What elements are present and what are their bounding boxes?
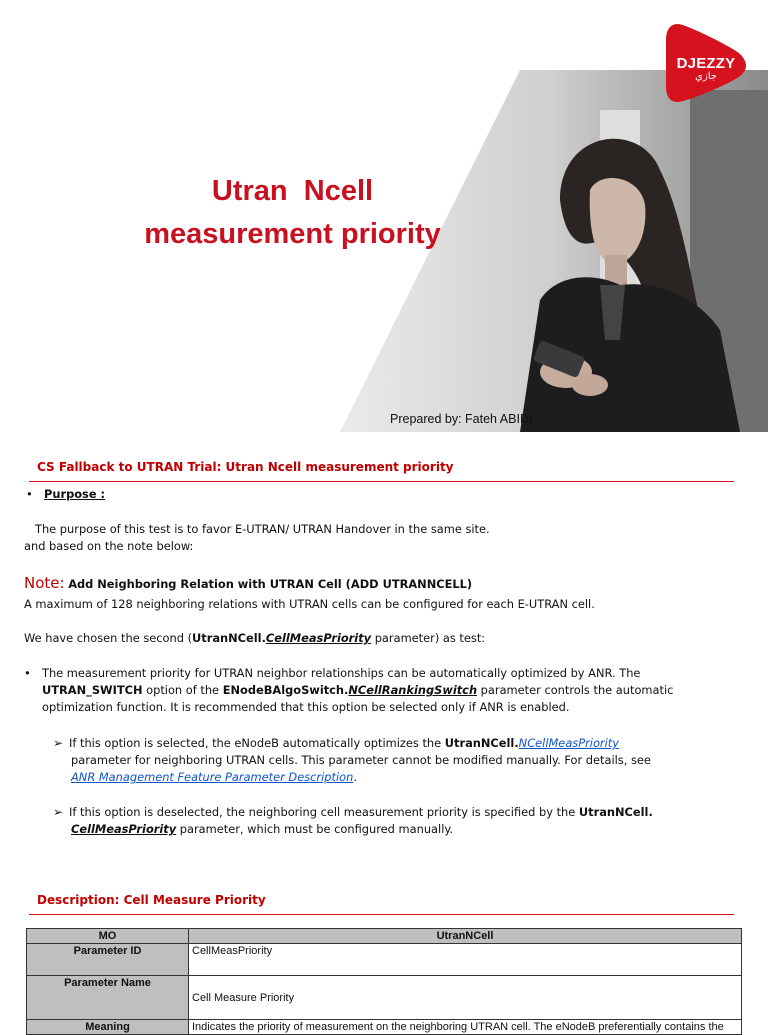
row-value: Cell Measure Priority	[189, 976, 742, 1020]
cover-title-line-1: Utran Ncell	[211, 175, 374, 207]
table-row	[27, 1020, 742, 1035]
logo-subtext: جازي	[695, 71, 717, 82]
note-line	[24, 575, 472, 593]
sub2-pre: If this option is deselected, the neighboring cell measurement priority is specified by the	[69, 805, 579, 819]
cover-title	[60, 170, 525, 256]
arrow-bullet-icon: ➢	[53, 805, 64, 819]
chosen-line	[24, 630, 485, 647]
bullet-icon: •	[24, 666, 31, 680]
arrow-bullet-icon: ➢	[53, 736, 64, 750]
sub1-object: UtranNCell	[444, 736, 515, 750]
table-row	[27, 944, 742, 976]
sub2-line-2	[71, 821, 453, 838]
sub1-dot: .	[514, 736, 519, 750]
section-1-rule	[29, 481, 734, 482]
sub2-dot: .	[648, 805, 653, 819]
note-label: Note:	[24, 574, 65, 592]
section-2-rule	[29, 914, 734, 915]
purpose-label: Purpose :	[44, 487, 106, 501]
purpose-text: The purpose of this test is to favor E-UTRAN/ UTRAN Handover in the same site.	[35, 522, 490, 536]
bullet-anr	[24, 665, 640, 682]
header-utranncell: UtranNCell	[189, 929, 742, 944]
chosen-dot: .	[261, 631, 266, 645]
sub-bullet-selected	[53, 735, 619, 752]
chosen-object: UtranNCell	[192, 631, 262, 645]
sub2-post: parameter, which must be configured manually.	[176, 822, 454, 836]
bullet-l2-post: parameter controls the automatic	[477, 683, 674, 697]
parameter-table	[26, 928, 742, 1035]
section-2-title: Description: Cell Measure Priority	[37, 893, 266, 907]
chosen-param: CellMeasPriority	[265, 631, 372, 645]
purpose-text-2: and based on the note below:	[24, 539, 194, 553]
anr-feature-doc-link[interactable]: ANR Management Feature Parameter Description	[71, 770, 354, 784]
row-key: Meaning	[27, 1020, 189, 1035]
sub1-l3-post: .	[353, 770, 357, 784]
djezzy-logo	[664, 22, 748, 104]
row-value: CellMeasPriority	[189, 944, 742, 976]
prepared-by: Prepared by: Fateh ABIDI	[390, 412, 533, 426]
ncell-meas-priority-link[interactable]: NCellMeasPriority	[518, 736, 619, 750]
bullet-l2-mid: option of the	[142, 683, 223, 697]
note-text: Add Neighboring Relation with UTRAN Cell (ADD UTRANNCELL)	[68, 577, 473, 591]
cover-area	[0, 0, 768, 432]
bullet-icon: •	[26, 487, 33, 501]
enodeb-algo-switch: ENodeBAlgoSwitch	[222, 683, 345, 697]
sub1-line-2: parameter for neighboring UTRAN cells. This parameter cannot be modified manually. For details, see	[71, 753, 651, 767]
bullet-l2-dot: .	[344, 683, 349, 697]
sub2-object: UtranNCell	[578, 805, 649, 819]
sub2-param: CellMeasPriority	[71, 822, 177, 836]
bullet-anr-line-1: The measurement priority for UTRAN neighbor relationships can be automatically optimized by ANR. The	[42, 666, 641, 680]
row-value: Indicates the priority of measurement on the neighboring UTRAN cell. The eNodeB preferentially contains the	[189, 1020, 742, 1035]
purpose-item	[26, 486, 105, 503]
logo-text: DJEZZY	[676, 55, 736, 72]
row-key: Parameter ID	[27, 944, 189, 976]
table-row	[27, 976, 742, 1020]
bullet-anr-line-3: optimization function. It is recommended that this option be selected only if ANR is enabled.	[42, 700, 570, 714]
note-detail: A maximum of 128 neighboring relations with UTRAN cells can be configured for each E-UTRAN cell.	[24, 597, 595, 611]
table-header-row	[27, 929, 742, 944]
utran-switch: UTRAN_SWITCH	[42, 683, 143, 697]
sub-bullet-deselected	[53, 804, 653, 821]
header-mo: MO	[27, 929, 189, 944]
row-key: Parameter Name	[27, 976, 189, 1020]
bullet-anr-line-2	[42, 682, 673, 699]
chosen-pre: We have chosen the second (	[24, 631, 193, 645]
cover-title-line-2: measurement priority	[144, 218, 441, 250]
section-1-title: CS Fallback to UTRAN Trial: Utran Ncell measurement priority	[37, 460, 454, 474]
sub1-line-3	[71, 769, 357, 786]
chosen-post: parameter) as test:	[371, 631, 486, 645]
ncell-ranking-switch: NCellRankingSwitch	[348, 683, 478, 697]
sub1-pre: If this option is selected, the eNodeB automatically optimizes the	[69, 736, 445, 750]
